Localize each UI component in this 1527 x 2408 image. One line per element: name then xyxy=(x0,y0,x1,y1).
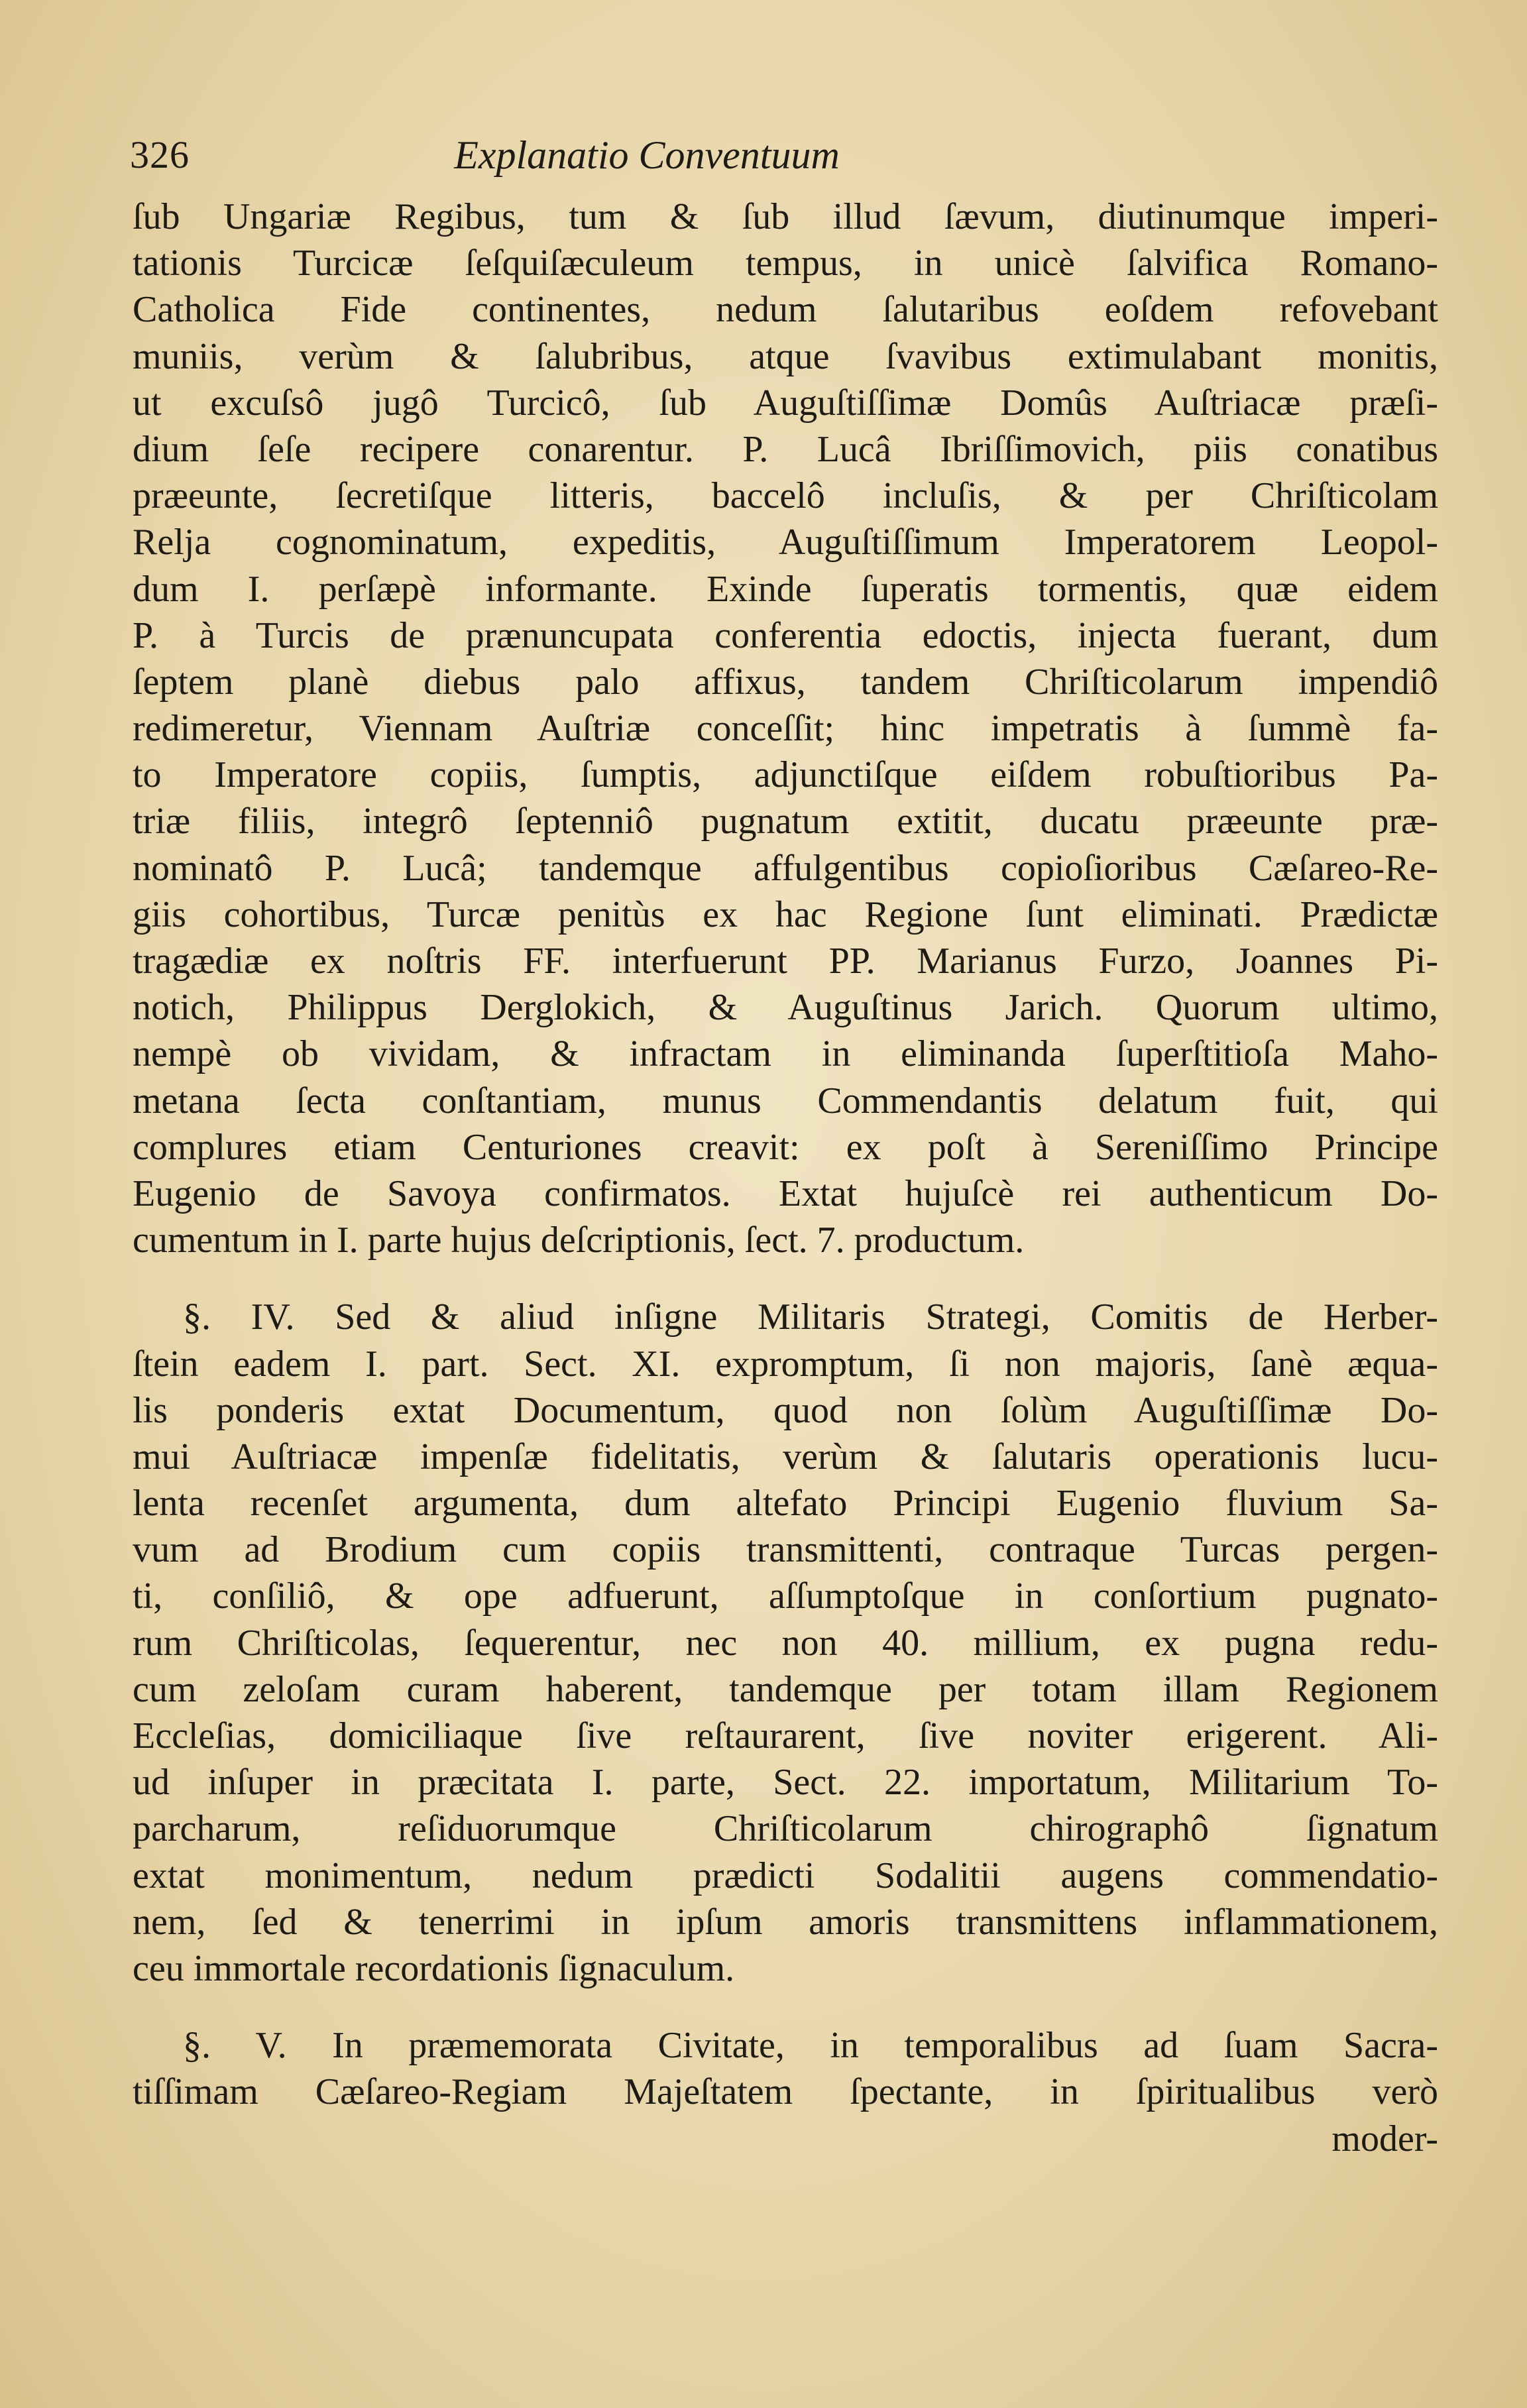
text-line: extat monimentum, nedum prædicti Sodalitii augens commendatio- xyxy=(133,1855,1438,1896)
text-line: muniis, verùm & ſalubribus, atque ſvavibus extimulabant monitis, xyxy=(133,335,1438,377)
text-line: nem, ſed & tenerrimi in ipſum amoris transmittens inflammationem, xyxy=(133,1901,1438,1943)
text-line: ſeptem planè diebus palo affixus, tandem Chriſticolarum impendiô xyxy=(133,661,1438,703)
text-line: Eugenio de Savoya confirmatos. Extat hujuſcè rei authenticum Do- xyxy=(133,1173,1438,1214)
text-line: giis cohortibus, Turcæ penitùs ex hac Regione ſunt eliminati. Prædictæ xyxy=(133,893,1438,935)
paragraph-gap xyxy=(133,1263,1438,1294)
paragraph-1 xyxy=(133,194,1438,1263)
catchword: moder- xyxy=(1331,2118,1438,2159)
text-line: dum I. perſæpè informante. Exinde ſuperatis tormentis, quæ eidem xyxy=(133,568,1438,610)
text-line: vum ad Brodium cum copiis transmittenti, contraque Turcas pergen- xyxy=(133,1529,1438,1571)
text-line: cum zeloſam curam haberent, tandemque per totam illam Regionem xyxy=(133,1668,1438,1710)
paragraph-2 xyxy=(133,1294,1438,1992)
text-line: Eccleſias, domiciliaque ſive reſtaurarent, ſive noviter erigerent. Ali- xyxy=(133,1715,1438,1756)
text-line: dium ſeſe recipere conarentur. P. Lucâ Ibriſſimovich, piis conatibus xyxy=(133,428,1438,470)
text-line: ut excuſsô jugô Turcicô, ſub Auguſtiſſimæ Domûs Auſtriacæ præſi- xyxy=(133,382,1438,424)
text-line: Relja cognominatum, expeditis, Auguſtiſſimum Imperatorem Leopol- xyxy=(133,522,1438,563)
text-line: parcharum, reſiduorumque Chriſticolarum chirographô ſignatum xyxy=(133,1808,1438,1850)
text-line: complures etiam Centuriones creavit: ex poſt à Sereniſſimo Principe xyxy=(133,1126,1438,1168)
text-line: notich, Philippus Derglokich, & Auguſtinus Jarich. Quorum ultimo, xyxy=(133,987,1438,1029)
text-line: §. V. In præmemorata Civitate, in temporalibus ad ſuam Sacra- xyxy=(183,2025,1438,2067)
paragraph-gap xyxy=(133,1992,1438,2022)
text-line: redimeretur, Viennam Auſtriæ conceſſit; hinc impetratis à ſummè fa- xyxy=(133,708,1438,750)
text-line: rum Chriſticolas, ſequerentur, nec non 40. millium, ex pugna redu- xyxy=(133,1622,1438,1664)
running-head: Explanatio Conventuum xyxy=(454,133,840,177)
text-line: metana ſecta conſtantiam, munus Commendantis delatum fuit, qui xyxy=(133,1080,1438,1121)
text-line: præeunte, ſecretiſque litteris, baccelô incluſis, & per Chriſticolam xyxy=(133,475,1438,517)
text-line: mui Auſtriacæ impenſæ fidelitatis, verùm & ſalutaris operationis lucu- xyxy=(133,1436,1438,1477)
text-line: ti, conſiliô, & ope adfuerunt, aſſumptoſque in conſortium pugnato- xyxy=(133,1576,1438,1617)
text-line: lenta recenſet argumenta, dum altefato Principi Eugenio fluvium Sa- xyxy=(133,1483,1438,1524)
text-line: Catholica Fide continentes, nedum ſalutaribus eoſdem refovebant xyxy=(133,289,1438,331)
text-line: ud inſuper in præcitata I. parte, Sect. 22. importatum, Militarium To- xyxy=(133,1762,1438,1804)
text-line: cumentum in I. parte hujus deſcriptionis, ſect. 7. productum. xyxy=(133,1220,1025,1261)
text-line: ceu immortale recordationis ſignaculum. xyxy=(133,1947,735,1989)
text-line: ſub Ungariæ Regibus, tum & ſub illud ſævum, diutinumque imperi- xyxy=(133,196,1438,237)
text-line: tiſſimam Cæſareo-Regiam Majeſtatem ſpectante, in ſpiritualibus verò xyxy=(133,2071,1438,2113)
text-line: P. à Turcis de prænuncupata conferentia edoctis, injecta fuerant, dum xyxy=(133,614,1438,656)
text-line: triæ filiis, integrô ſeptenniô pugnatum extitit, ducatu præeunte præ- xyxy=(133,801,1438,842)
text-line: lis ponderis extat Documentum, quod non ſolùm Auguſtiſſimæ Do- xyxy=(133,1389,1438,1431)
page-number: 326 xyxy=(130,133,190,176)
text-line: nominatô P. Lucâ; tandemque affulgentibus copioſioribus Cæſareo-Re- xyxy=(133,847,1438,889)
text-line: tragædiæ ex noſtris FF. interfuerunt PP. Marianus Furzo, Joannes Pi- xyxy=(133,941,1438,982)
text-line: nempè ob vividam, & infractam in eliminanda ſuperſtitioſa Maho- xyxy=(133,1033,1438,1075)
text-line: ſtein eadem I. part. Sect. XI. expromptum, ſi non majoris, ſanè æqua- xyxy=(133,1343,1438,1385)
text-line: §. IV. Sed & aliud inſigne Militaris Strategi, Comitis de Herber- xyxy=(183,1296,1438,1338)
text-line: tationis Turcicæ ſeſquiſæculeum tempus, in unicè ſalvifica Romano- xyxy=(133,243,1438,284)
page-header xyxy=(130,133,1164,192)
paragraph-3 xyxy=(133,2022,1438,2162)
text-line: to Imperatore copiis, ſumptis, adjunctiſque eiſdem robuſtioribus Pa- xyxy=(133,754,1438,796)
body-text xyxy=(133,194,1438,2162)
